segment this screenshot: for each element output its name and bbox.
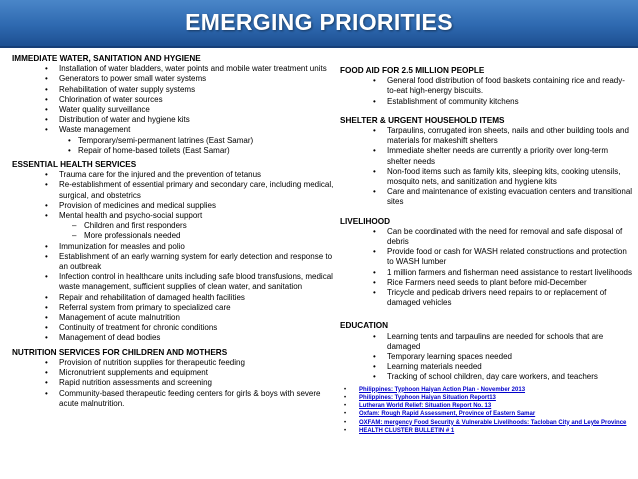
list-item: • Immunization for measles and polio	[12, 242, 334, 252]
sub-list-item: • Repair of home-based toilets (East Samar)	[12, 146, 334, 156]
source-item	[340, 419, 634, 427]
list-item: • Generators to power small water systems	[12, 74, 334, 84]
list-item: • Re-establishment of essential primary and secondary care, including medical, surgical, and obstetrics	[12, 180, 334, 200]
list-item: • Management of dead bodies	[12, 333, 334, 343]
list-item: • Community-based therapeutic feeding centers for girls & boys with severe acute malnutrition.	[12, 389, 334, 409]
list-item: • Continuity of treatment for chronic conditions	[12, 323, 334, 333]
section-title-health: ESSENTIAL HEALTH SERVICES	[12, 160, 137, 170]
source-link[interactable]: Philippines: Typhoon Haiyan Action Plan - November 2013	[359, 386, 526, 393]
livelihood-list	[340, 227, 634, 309]
list-item: • Can be coordinated with the need for removal and safe disposal of debris	[340, 227, 634, 247]
list-item: • General food distribution of food baskets containing rice and ready-to-eat high-energy biscuits.	[340, 76, 634, 96]
right-column	[340, 66, 634, 435]
source-link[interactable]: OXFAM: mergency Food Security & Vulnerable Livelihoods: Tacloban City and Leyte Province	[359, 419, 627, 426]
water-list	[12, 64, 334, 156]
list-item: • Infection control in healthcare units including safe blood transfusions, medical waste management, sufficient supplies of clean water, and sanitation	[12, 272, 334, 292]
source-link[interactable]: HEALTH CLUSTER BULLETIN # 1	[359, 427, 455, 434]
list-item: • Rice Farmers need seeds to plant before mid-December	[340, 278, 634, 288]
sources-list	[340, 386, 634, 435]
source-item	[340, 386, 634, 394]
dash-list-item: – More professionals needed	[12, 231, 334, 241]
list-item: • Tarpaulins, corrugated iron sheets, nails and other building tools and materials for makeshift shelters	[340, 126, 634, 146]
title-banner	[0, 0, 638, 48]
list-item: • Rapid nutrition assessments and screening	[12, 378, 334, 388]
list-item: • Establishment of community kitchens	[340, 97, 634, 107]
list-item: • Chlorination of water sources	[12, 95, 334, 105]
section-title-shelter: SHELTER & URGENT HOUSEHOLD ITEMS	[340, 115, 505, 125]
section-title-water: IMMEDIATE WATER, SANITATION AND HYGIENE	[12, 54, 201, 63]
section-title-livelihood: LIVELIHOOD	[340, 216, 391, 226]
shelter-list	[340, 126, 634, 208]
dash-list-item: – Children and first responders	[12, 221, 334, 231]
list-item: • Non-food items such as family kits, sleeping kits, cooking utensils, mosquito nets, and sanitization and hygiene kits	[340, 167, 634, 187]
list-item: • Tricycle and pedicab drivers need repairs to or replacement of damaged vehicles	[340, 288, 634, 308]
source-item	[340, 410, 634, 418]
list-item: • Learning tents and tarpaulins are needed for schools that are damaged	[340, 332, 634, 352]
page-title: EMERGING PRIORITIES	[185, 9, 453, 35]
list-item: • Provision of medicines and medical supplies	[12, 201, 334, 211]
education-list	[340, 332, 634, 383]
list-item: • Water quality surveillance	[12, 105, 334, 115]
list-item: • Trauma care for the injured and the prevention of tetanus	[12, 170, 334, 180]
source-item	[340, 427, 634, 435]
list-item: • Learning materials needed	[340, 362, 634, 372]
list-item: • Provide food or cash for WASH related constructions and protection to WASH lumber	[340, 247, 634, 267]
list-item: • Distribution of water and hygiene kits	[12, 115, 334, 125]
list-item: • Referral system from primary to specialized care	[12, 303, 334, 313]
nutrition-list	[12, 358, 334, 409]
list-item: • Rehabilitation of water supply systems	[12, 85, 334, 95]
list-item: • Micronutrient supplements and equipment	[12, 368, 334, 378]
list-item: • 1 million farmers and fisherman need assistance to restart livelihoods	[340, 268, 634, 278]
list-item: • Immediate shelter needs are currently a priority over long-term shelter needs	[340, 146, 634, 166]
list-item: • Provision of nutrition supplies for therapeutic feeding	[12, 358, 334, 368]
source-link[interactable]: Philippines: Typhoon Haiyan Situation Report13	[359, 394, 496, 401]
list-item: • Installation of water bladders, water points and mobile water treatment units	[12, 64, 334, 74]
section-title-food: FOOD AID FOR 2.5 MILLION PEOPLE	[340, 66, 485, 75]
sub-list-item: • Temporary/semi-permanent latrines (East Samar)	[12, 136, 334, 146]
source-item	[340, 402, 634, 410]
left-column	[12, 54, 334, 409]
food-list	[340, 76, 634, 107]
list-item: • Temporary learning spaces needed	[340, 352, 634, 362]
list-item: • Repair and rehabilitation of damaged health facilities	[12, 293, 334, 303]
list-item: • Waste management	[12, 125, 334, 135]
source-link[interactable]: Oxfam: Rough Rapid Assessment, Province of Eastern Samar	[359, 411, 536, 418]
list-item: • Mental health and psycho-social support	[12, 211, 334, 221]
source-item	[340, 394, 634, 402]
section-title-education: EDUCATION	[340, 321, 389, 331]
section-title-nutrition: NUTRITION SERVICES FOR CHILDREN AND MOTHERS	[12, 347, 228, 357]
source-link[interactable]: Lutheran World Relief: Situation Report No. 13	[359, 403, 492, 410]
list-item: • Care and maintenance of existing evacuation centers and transitional sites	[340, 187, 634, 207]
list-item: • Management of acute malnutrition	[12, 313, 334, 323]
health-list	[12, 170, 334, 343]
list-item: • Tracking of school children, day care workers, and teachers	[340, 372, 634, 382]
list-item: • Establishment of an early warning system for early detection and response to an outbreak	[12, 252, 334, 272]
